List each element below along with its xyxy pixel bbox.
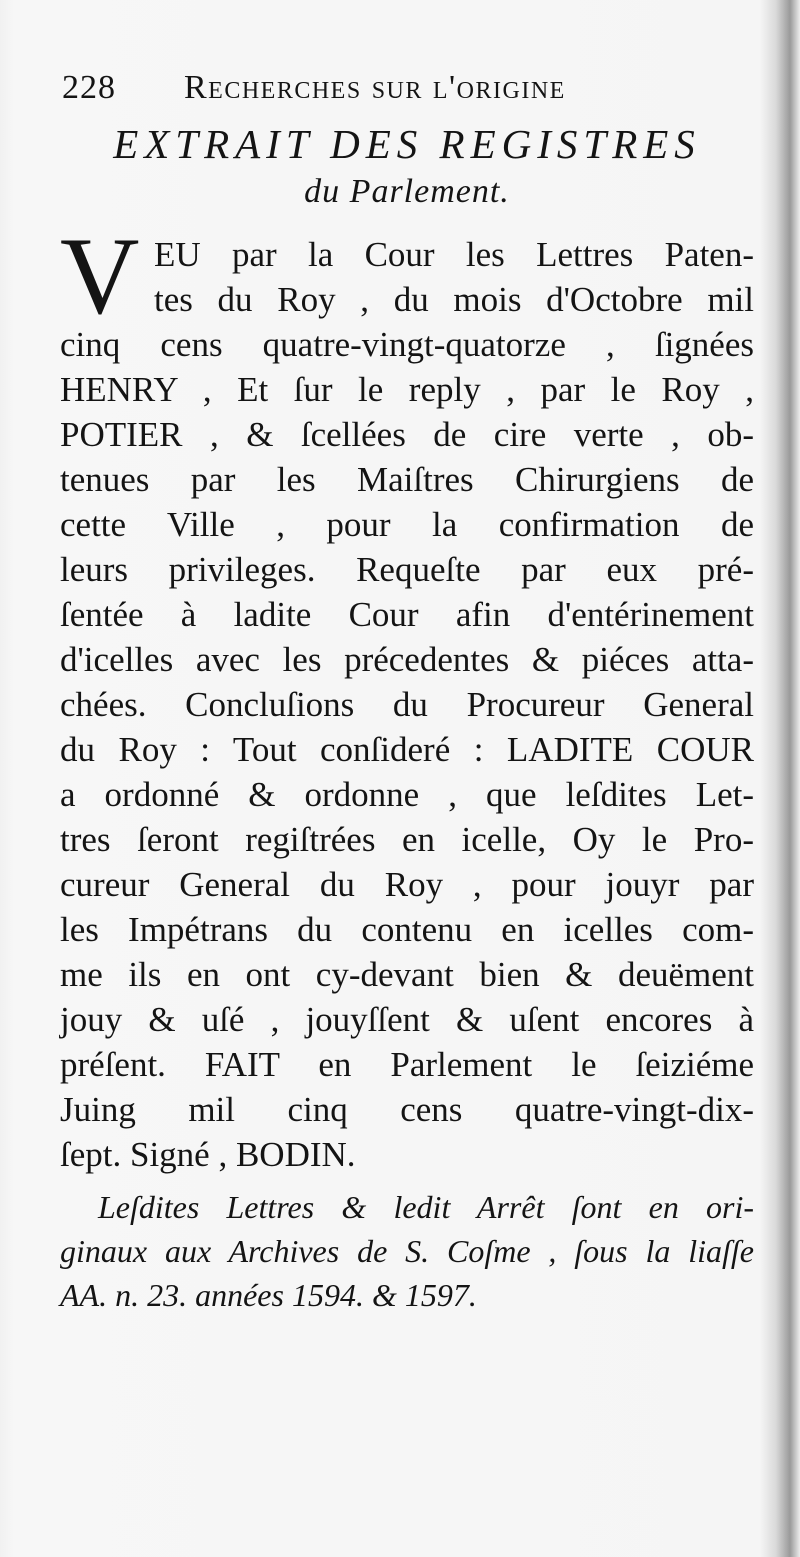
text-line: ſept. Signé , BODIN. xyxy=(60,1135,356,1174)
text-line: Juing mil cinq cens quatre-vingt-dix- xyxy=(60,1090,754,1129)
text-line: me ils en ont cy-devant bien & deuëment xyxy=(60,955,754,994)
note-line: ginaux aux Archives de S. Coſme , ſous la liaſſe xyxy=(60,1233,754,1269)
text-line: tres ſeront regiſtrées en icelle, Oy le Pro- xyxy=(60,820,754,859)
drop-cap: V xyxy=(60,215,140,337)
text-line: jouy & uſé , jouyſſent & uſent encores à xyxy=(60,1000,754,1039)
note-line: AA. n. 23. années 1594. & 1597. xyxy=(60,1277,477,1313)
archive-note xyxy=(60,1185,754,1317)
text-line: EU par la Cour les Lettres Paten- xyxy=(154,235,754,274)
text-line: a ordonné & ordonne , que leſdites Let- xyxy=(60,775,754,814)
running-head xyxy=(60,58,754,118)
text-line: du Roy : Tout conſideré : LADITE COUR xyxy=(60,730,754,769)
page-number: 228 xyxy=(62,69,116,106)
note-line: Leſdites Lettres & ledit Arrêt ſont en ori- xyxy=(98,1189,754,1225)
text-line: préſent. FAIT en Parlement le ſeiziéme xyxy=(60,1045,754,1084)
text-line: tes du Roy , du mois d'Octobre mil xyxy=(154,280,754,319)
text-line: cette Ville , pour la confirmation de xyxy=(60,505,754,544)
text-line: cinq cens quatre-vingt-quatorze , ſignées xyxy=(60,325,754,364)
text-line: leurs privileges. Requeſte par eux pré- xyxy=(60,550,754,589)
running-title: Recherches sur l'origine xyxy=(184,69,566,106)
body-text xyxy=(60,215,754,1177)
text-line: HENRY , Et ſur le reply , par le Roy , xyxy=(60,370,754,409)
text-line: ſentée à ladite Cour afin d'entérinement xyxy=(60,595,754,634)
text-line: tenues par les Maiſtres Chirurgiens de xyxy=(60,460,754,499)
text-line: chées. Concluſions du Procureur General xyxy=(60,685,754,724)
section-title: EXTRAIT DES REGISTRES xyxy=(113,121,701,167)
text-line: POTIER , & ſcellées de cire verte , ob- xyxy=(60,415,754,454)
text-line: cureur General du Roy , pour jouyr par xyxy=(60,865,754,904)
section-subtitle: du Parlement. xyxy=(304,173,510,210)
text-line: les Impétrans du contenu en icelles com- xyxy=(60,910,754,949)
text-line: d'icelles avec les précedentes & piéces atta- xyxy=(60,640,754,679)
text-block xyxy=(60,58,754,1317)
